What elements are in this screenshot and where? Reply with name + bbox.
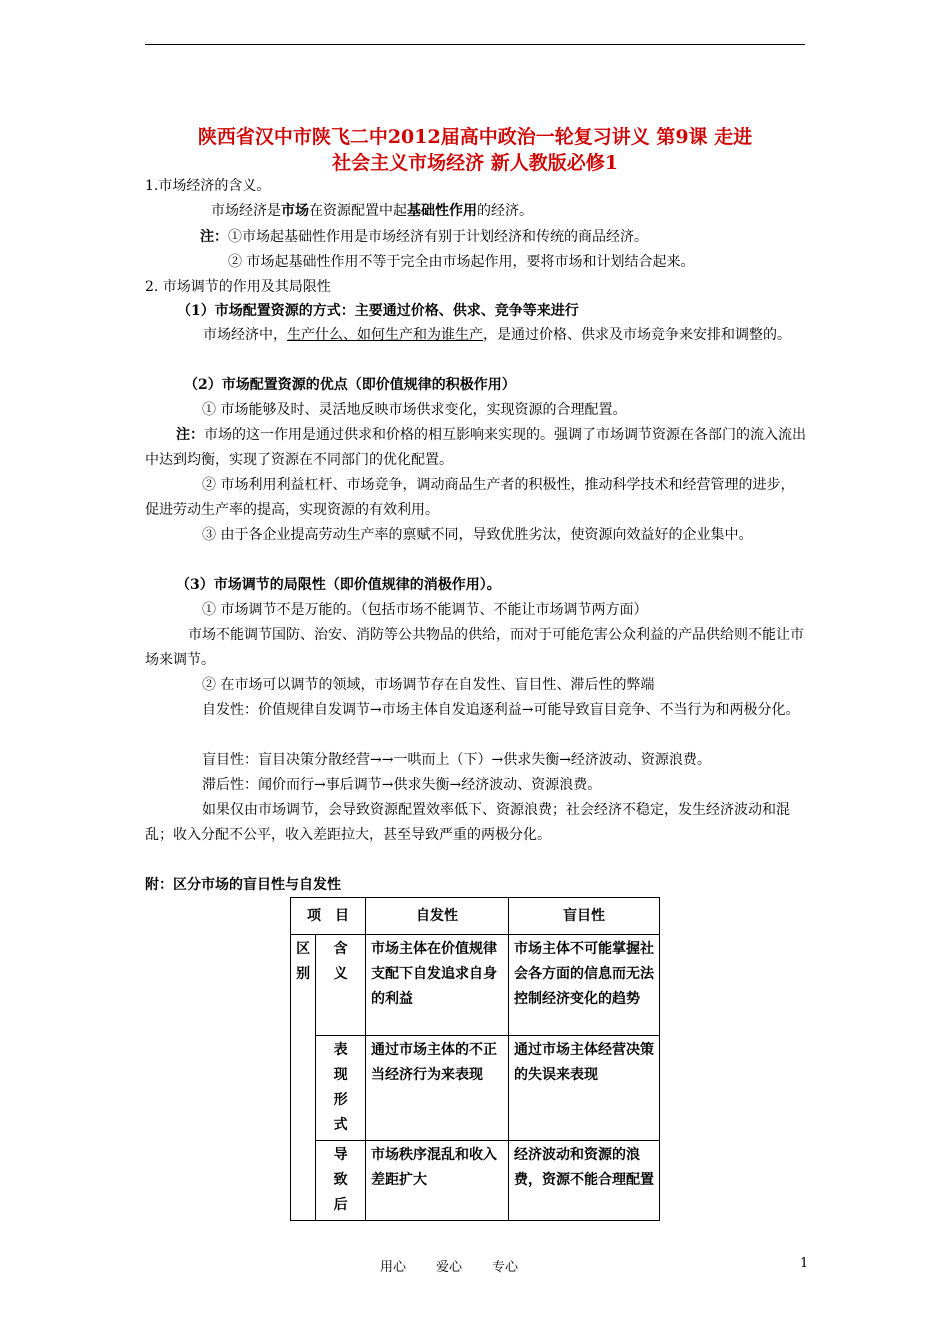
subsection-advantages: （2）市场配置资源的优点（即价值规律的积极作用）	[184, 377, 516, 393]
cell-meaning-spontaneity: 市场主体在价值规律支配下自发追求自身的利益	[366, 935, 509, 1036]
table-row	[291, 935, 660, 1036]
table-header-row	[291, 898, 660, 935]
row-label-meaning: 含义	[316, 935, 366, 1036]
blindness-line: 盲目性：盲目决策分散经营→→一哄而上（下）→供求失衡→经济波动、资源浪费。	[202, 752, 711, 768]
header-blindness: 盲目性	[509, 898, 660, 935]
group-label: 区别	[291, 935, 316, 1221]
table-row	[291, 1036, 660, 1141]
market-economy-definition: 市场经济是市场在资源配置中起基础性作用的经济。	[211, 203, 533, 219]
limitation-1-paragraph: 市场不能调节国防、治安、消防等公共物品的供给，而对于可能危害公众利益的产品供给则不能让市场来调节。	[145, 627, 804, 668]
row-label-consequence: 导致后	[316, 1141, 366, 1221]
cell-manifestation-blindness: 通过市场主体经营决策的失误来表现	[509, 1036, 660, 1141]
page-footer: 用心 爱心 专心	[380, 1260, 519, 1275]
cell-consequence-blindness: 经济波动和资源的浪费，资源不能合理配置	[509, 1141, 660, 1221]
row-label-manifestation: 表现形式	[316, 1036, 366, 1141]
appendix-heading: 附：区分市场的盲目性与自发性	[145, 877, 341, 893]
header-rule	[145, 44, 805, 45]
definition-note-1: 注：①市场起基础性作用是市场经济有别于计划经济和传统的商品经济。	[200, 229, 648, 245]
table-row	[291, 1141, 660, 1221]
section-2-heading: 2. 市场调节的作用及其局限性	[145, 279, 331, 295]
advantage-note: 注：市场的这一作用是通过供求和价格的相互影响来实现的。强调了市场调节资源在各部门的流入流出中达到均衡，实现了资源在不同部门的优化配置。	[145, 427, 806, 468]
cell-meaning-blindness: 市场主体不可能掌握社会各方面的信息而无法控制经济变化的趋势	[509, 935, 660, 1036]
document-title	[140, 124, 810, 176]
cell-consequence-spontaneity: 市场秩序混乱和收入差距扩大	[366, 1141, 509, 1221]
title-line-2: 社会主义市场经济 新人教版必修1	[332, 152, 618, 174]
spontaneity-line: 自发性：价值规律自发调节→市场主体自发追逐利益→可能导致盲目竞争、不当行为和两极分化。	[202, 702, 800, 718]
advantage-3: ③ 由于各企业提高劳动生产率的禀赋不同，导致优胜劣汰，使资源向效益好的企业集中。	[202, 527, 753, 543]
limitation-1: ① 市场调节不是万能的。（包括市场不能调节、不能让市场调节两方面）	[202, 602, 648, 618]
allocation-paragraph: 市场经济中，生产什么、如何生产和为谁生产，是通过价格、供求及市场竞争来安排和调整的。	[203, 327, 791, 343]
cell-manifestation-spontaneity: 通过市场主体的不正当经济行为来表现	[366, 1036, 509, 1141]
limitation-2: ② 在市场可以调节的领域，市场调节存在自发性、盲目性、滞后性的弊端	[202, 677, 655, 693]
advantage-2: ② 市场利用利益杠杆、市场竞争，调动商品生产者的积极性，推动科学技术和经营管理的进步，促进劳动生产率的提高，实现资源的有效利用。	[145, 477, 795, 518]
lag-line: 滞后性：闻价而行→事后调节→供求失衡→经济波动、资源浪费。	[202, 777, 602, 793]
comparison-table	[290, 897, 660, 1221]
title-line-1: 陕西省汉中市陕飞二中2012届高中政治一轮复习讲义 第9课 走进	[197, 126, 753, 148]
section-1-heading: 1.市场经济的含义。	[145, 178, 271, 194]
header-spontaneity: 自发性	[366, 898, 509, 935]
definition-note-2: ② 市场起基础性作用不等于完全由市场起作用，要将市场和计划结合起来。	[228, 254, 695, 270]
header-item: 项 目	[291, 898, 366, 935]
conclusion-paragraph: 如果仅由市场调节，会导致资源配置效率低下、资源浪费；社会经济不稳定，发生经济波动和混乱；收入分配不公平，收入差距拉大，甚至导致严重的两极分化。	[145, 802, 790, 843]
subsection-limitations: （3）市场调节的局限性（即价值规律的消极作用）。	[176, 577, 501, 593]
subsection-allocation-method: （1）市场配置资源的方式：主要通过价格、供求、竞争等来进行	[177, 303, 579, 319]
advantage-1: ① 市场能够及时、灵活地反映市场供求变化，实现资源的合理配置。	[202, 402, 627, 418]
page-number: 1	[800, 1256, 809, 1271]
